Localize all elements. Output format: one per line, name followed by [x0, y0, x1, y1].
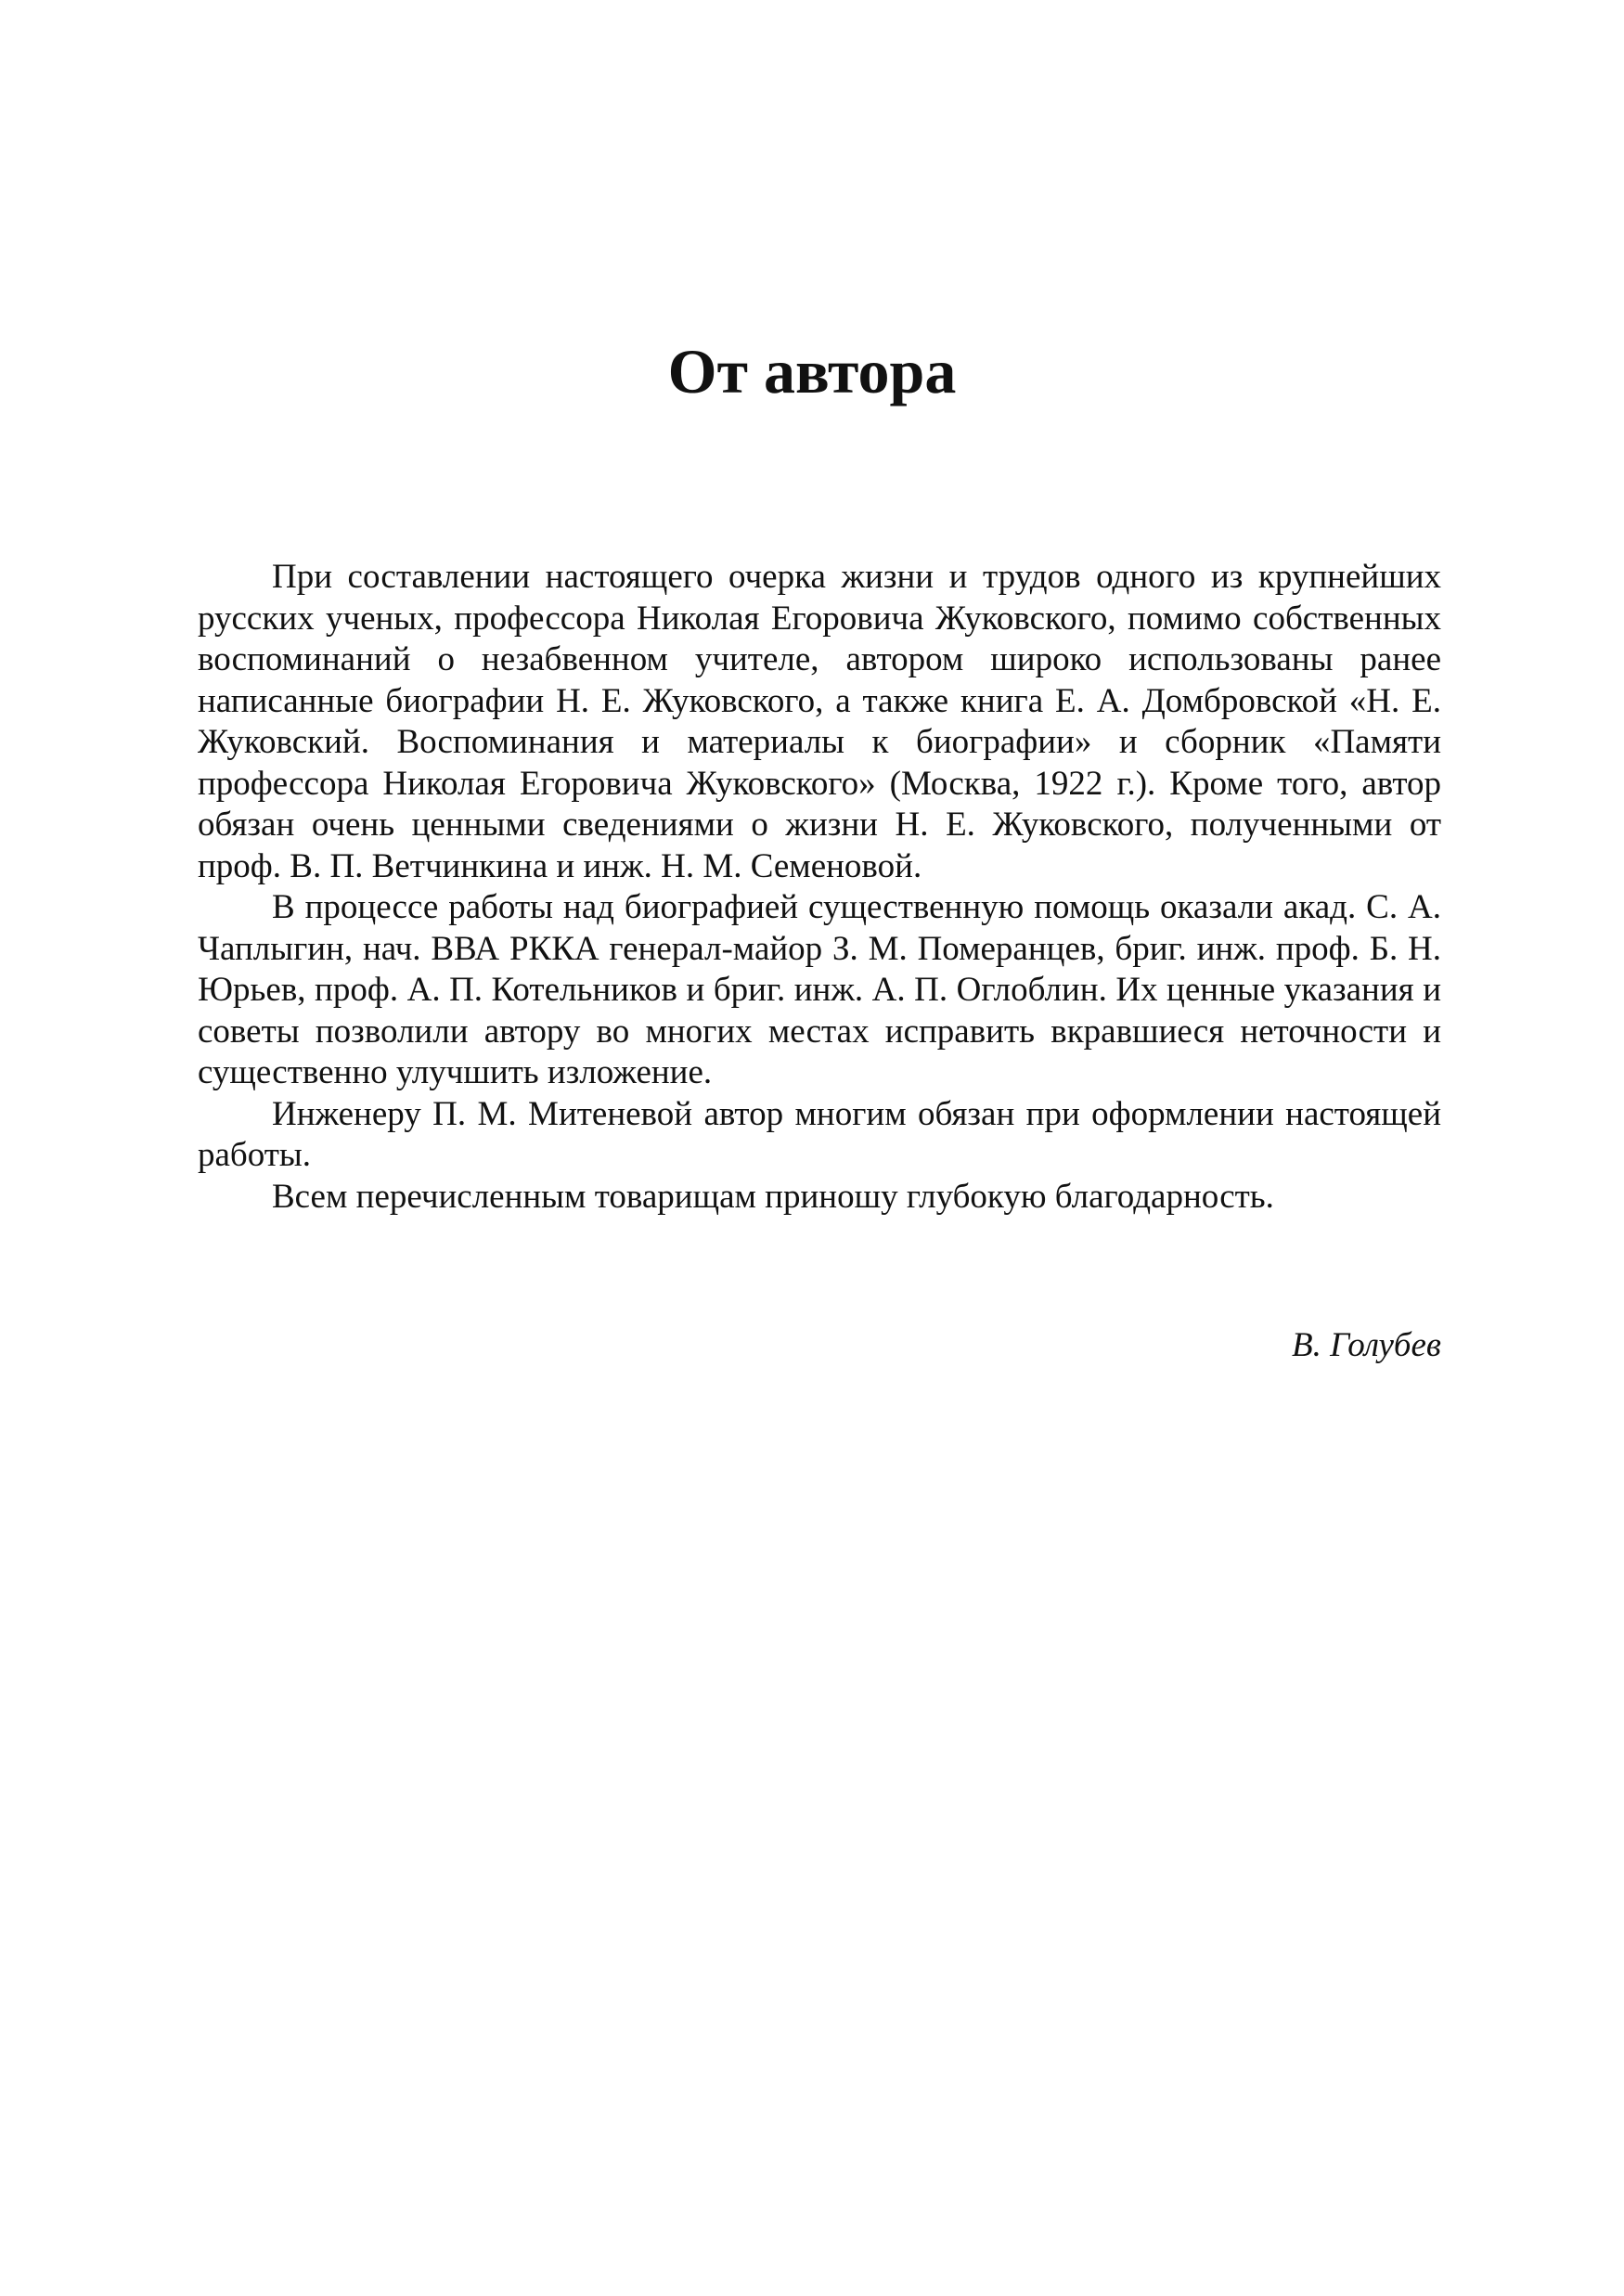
paragraph-help: В процессе работы над биографией существенную помощь оказали акад. С. А. Чаплыгин, нач. ВВА РККА генерал-майор З. М. Померанцев, бриг. инж. проф. Б. Н. Юрьев, проф. А. П. Котельников и бриг. инж. А. П. Оглоблин. Их ценные указания и советы позволили автору во многих местах исправить вкравшиеся неточности и существенно улучшить изложение. — [198, 888, 1441, 1091]
author-signature: В. Голубев — [1292, 1326, 1441, 1364]
paragraph-sources: При составлении настоящего очерка жизни и трудов одного из крупнейших русских ученых, профессора Николая Егоровича Жуковского, помимо собственных воспоминаний о незабвенном учителе, автором широко использованы ранее написанные биографии Н. Е. Жуковского, а также книга Е. А. Домбровской «Н. Е. Жуковский. Воспоминания и материалы к биографии» и сборник «Памяти профессора Николая Егоровича Жуковского» (Москва, 1922 г.). Кроме того, автор обязан очень ценными сведениями о жизни Н. Е. Жуковского, полученными от проф. В. П. Ветчинкина и инж. Н. М. Семеновой. — [198, 558, 1441, 885]
paragraph-thanks: Всем перечисленным товарищам приношу глубокую благодарность. — [272, 1177, 1274, 1216]
page-title: От автора — [667, 336, 957, 406]
body-text — [198, 557, 1441, 1218]
paragraph-engineer: Инженеру П. М. Митеневой автор многим обязан при оформлении настоящей работы. — [198, 1094, 1441, 1174]
